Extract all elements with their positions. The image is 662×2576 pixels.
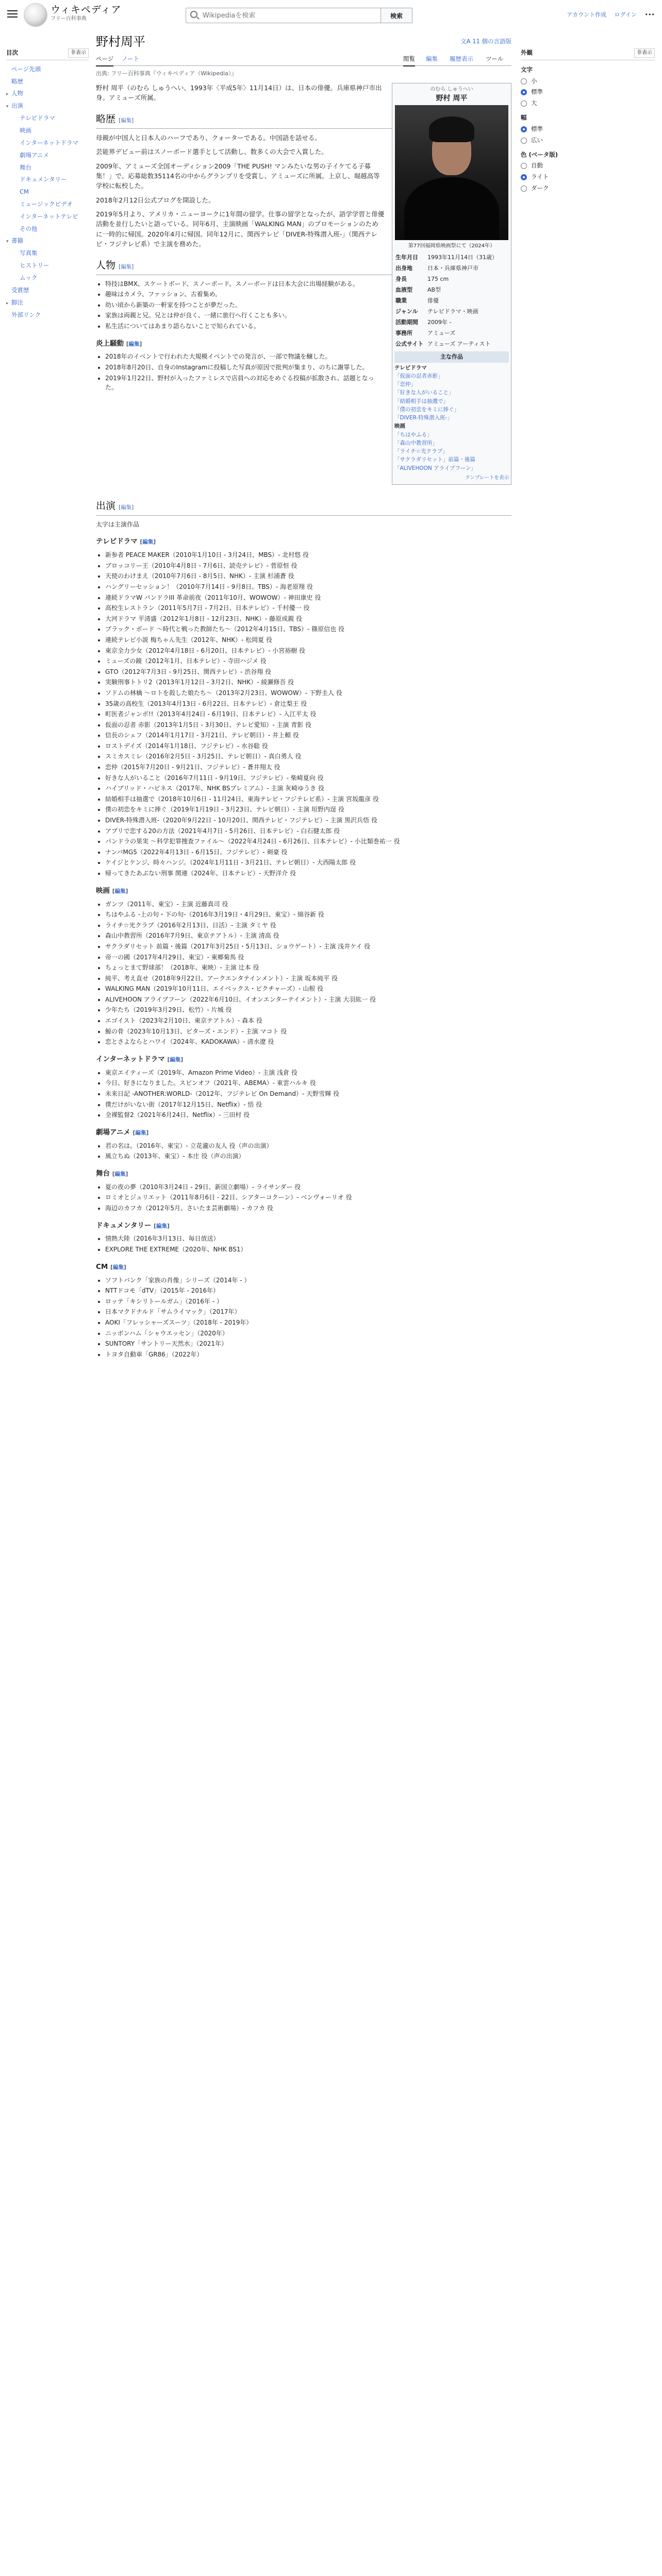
appearance-panel	[521, 48, 655, 195]
language-count: 11 個の言語版	[472, 38, 511, 45]
infobox-value: 俳優	[427, 297, 439, 304]
toc-item-label[interactable]: その他	[20, 225, 38, 232]
toc-item-label[interactable]: 受賞歴	[11, 286, 29, 294]
infobox-key: 生年月日	[395, 254, 418, 261]
list-item: • 家族は両親と兄。兄とは仲が良く、一緒に旅行へ行くことも多い。	[105, 311, 511, 320]
radio-icon[interactable]	[521, 163, 527, 169]
section-edit: [編集]	[119, 117, 134, 124]
edit-link[interactable]: 編集	[142, 539, 154, 546]
list-item: • 連続テレビ小説 梅ちゃん先生（2012年、NHK）- 松岡夏 役	[105, 635, 511, 645]
radio-icon[interactable]	[521, 126, 527, 132]
radio-icon[interactable]	[521, 89, 527, 95]
list-item: • ブロッコリー王（2010年4月8日 - 7月6日、読売テレビ）- 菅原恒 役	[105, 561, 511, 571]
list-item: • 新参者 PEACE MAKER（2010年1月10日 - 3月24日、MBS）- 北村悠 役	[105, 550, 511, 560]
toc-item-label[interactable]: インターネットドラマ	[20, 139, 78, 146]
toc-item-label[interactable]: 人物	[11, 90, 23, 97]
infobox-key: 身長	[395, 276, 407, 283]
section-anime-heading	[96, 1127, 511, 1138]
toc-item-label[interactable]: 書籍	[11, 237, 23, 245]
list-item: • スミカスミレ（2016年2月5日 - 3月25日、テレビ朝日）- 真白勇人 役	[105, 752, 511, 761]
section-anime-title: 劇場アニメ	[96, 1128, 130, 1137]
radio-icon[interactable]	[521, 174, 527, 180]
list-item: • 今日、好きになりました。スピンオフ（2021年、ABEMA）- 東雲ハルキ 役	[105, 1078, 511, 1088]
section-cm-heading	[96, 1262, 511, 1273]
intro-paragraph: 野村 周平（のむら しゅうへい、1993年〈平成5年〉11月14日）は、日本の俳優。兵庫県神戸市出身。アミューズ所属。	[96, 84, 382, 102]
toc-item-label[interactable]: ムック	[20, 274, 38, 281]
section-movie-title: 映画	[96, 886, 110, 895]
list-item: • 信長のシェフ（2014年1月17日 - 3月21日、テレビ朝日）- 井上頼 役	[105, 731, 511, 740]
infobox-table	[394, 252, 509, 349]
edit-link[interactable]: 編集	[114, 1171, 126, 1177]
list-item: • ロストデイズ（2014年1月18日、フジテレビ）- 水谷聡 役	[105, 741, 511, 751]
photo-caption: 第77回福岡県映画祭にて（2024年）	[408, 243, 495, 249]
wordmark[interactable]	[51, 4, 121, 23]
appearance-option-label: 広い	[531, 136, 543, 144]
list-item: • 連続ドラマW パンドラIII 革命前夜（2011年10月、WOWOW）- 神田康史 役	[105, 593, 511, 603]
list-item: • 純平、考え直せ（2018年9月22日、アークエンタテインメント）- 主演 坂本純平 役	[105, 974, 511, 984]
infobox-value: 175 cm	[427, 276, 449, 283]
list-item: • GTO（2012年7月3日 - 9月25日、関西テレビ）- 渋谷翔 役	[105, 667, 511, 677]
user-links	[560, 10, 655, 19]
list-item: • 実験刑事トトリ2（2013年1月12日 - 3月2日、NHK）- 綾瀬修吾 役	[105, 677, 511, 687]
appearance-option[interactable]	[521, 125, 655, 134]
infobox-row	[394, 295, 509, 306]
section-edit: [編集]	[126, 341, 142, 347]
toc-item-label[interactable]: ドキュメンタリー	[20, 176, 67, 183]
list-item: • DIVER-特殊潜入班-（2020年9月22日 - 10月20日、関西テレビ・フジテレビ）- 主演 黒沢兵悟 役	[105, 816, 511, 825]
toc-item-label[interactable]: 脚注	[11, 298, 23, 306]
section-doc-heading	[96, 1221, 511, 1231]
career-paragraph: 2009年、アミューズ全国オーディション2009「THE PUSH! マンみたいな男の子イケてる子募集！」で、応募総数35114名の中からグランプリを受賞し、アミューズに所属。上京し、堀越高等学校に転校した。	[96, 162, 380, 190]
toc-item[interactable]	[6, 309, 89, 321]
list-item: • 帝一の國（2017年4月29日、東宝）- 東郷菊馬 役	[105, 953, 511, 962]
translate-icon: 文A	[460, 38, 473, 45]
infobox-row	[394, 317, 509, 328]
toc-item-label[interactable]: 舞台	[20, 163, 31, 171]
section-stage-title: 舞台	[96, 1169, 110, 1178]
infobox-row	[394, 306, 509, 317]
page-title: 野村周平	[96, 35, 145, 49]
infobox-work[interactable]: 「恋仲」	[394, 381, 416, 388]
more-menu-icon[interactable]: •••	[644, 11, 655, 18]
tab-history[interactable]: 履歴表示	[450, 55, 473, 62]
toc-item-label[interactable]: 写真集	[20, 249, 38, 257]
section-edit: [編集]	[112, 1171, 128, 1177]
tab-edit[interactable]: 編集	[426, 55, 438, 62]
infobox-work[interactable]: 「仮面の忍者赤影」	[394, 372, 443, 379]
toc-hide-button[interactable]: 非表示	[68, 48, 89, 58]
edit-link[interactable]: 編集	[156, 1223, 167, 1229]
toc-item-label[interactable]: 劇場アニメ	[20, 151, 49, 159]
list-item: • 僕の初恋をキミに捧ぐ（2019年1月19日 - 3月23日、テレビ朝日）- 主演 垣野内逞 役	[105, 805, 511, 815]
list-item: • ハングリーセッション！（2010年7月14日 - 9月8日、TBS）- 海老原翔 役	[105, 582, 511, 592]
section-net-heading	[96, 1054, 511, 1065]
list-item: • 好きな人がいること（2016年7月11日 - 9月19日、フジテレビ）- 柴崎夏向 役	[105, 773, 511, 783]
list-item: • エゴイスト（2023年2月10日、東京テアトル）- 森本 役	[105, 1016, 511, 1026]
infobox-band: 主な作品	[394, 351, 509, 362]
appearance-option[interactable]	[521, 161, 655, 171]
cm-list	[96, 1276, 511, 1360]
appearance-group-title: 幅	[521, 114, 527, 122]
section-edit: [編集]	[167, 1056, 184, 1063]
toc-toggle-icon[interactable]: ▸	[6, 92, 9, 97]
infobox-value: アミューズ アーティスト	[427, 341, 491, 348]
list-item: • ニッポンハム「シャウエッセン」（2020年）	[105, 1329, 511, 1338]
search-button[interactable]: 検索	[380, 8, 412, 23]
list-item: • 鯨の骨（2023年10月13日、ビターズ・エンド）- 主演 マコト 役	[105, 1027, 511, 1037]
toc-item-label[interactable]: 外部リンク	[11, 311, 41, 318]
toc-item[interactable]	[6, 247, 89, 260]
list-item: • 全裸監督2（2021年6月24日、Netflix）- 三田村 役	[105, 1110, 511, 1120]
infobox-work[interactable]: 「ちはやふる」	[394, 431, 433, 438]
toc-item[interactable]	[6, 297, 89, 309]
list-item: • ブラック・ボード ～時代と戦った教師たち～（2012年4月15日、TBS）- 篠原信也 役	[105, 624, 511, 634]
list-item: • ALIVEHOON アライブフーン（2022年6月10日、イオンエンターテイメント）- 主演 大羽紘一 役	[105, 995, 511, 1005]
section-edit: [編集]	[112, 888, 128, 894]
list-item: • SUNTORY「サントリー天然水」（2021年）	[105, 1339, 511, 1349]
edit-link[interactable]: 編集	[121, 117, 132, 124]
infobox-key: 血液型	[395, 286, 412, 294]
tab-tools[interactable]: ツール	[486, 55, 504, 62]
list-item: • ソドムの林檎 ～ロトを殺した娘たち～（2013年2月23日、WOWOW）- 下野圭人 役	[105, 688, 511, 698]
appearance-group-title: 色 (ベータ版)	[521, 150, 558, 158]
tv-list	[96, 550, 511, 878]
section-works-heading	[96, 499, 511, 516]
search-icon	[190, 11, 197, 18]
list-item: • ライチ☆光クラブ（2016年2月13日、日活）- 主演 タミヤ 役	[105, 921, 511, 930]
search-input[interactable]	[202, 10, 367, 21]
appearance-option[interactable]	[521, 184, 655, 193]
photo-body-shape	[404, 177, 499, 240]
net-list	[96, 1068, 511, 1120]
section-edit: [編集]	[110, 1264, 126, 1270]
list-item: • 35歳の高校生（2013年4月13日 - 6月22日、日本テレビ）- 倉辻梨王 役	[105, 699, 511, 709]
toc-item[interactable]	[6, 149, 89, 162]
login-link[interactable]: ログイン	[614, 11, 637, 18]
page-tabs	[96, 53, 511, 66]
list-item: • ガンツ（2011年、東宝）- 主演 近藤真司 役	[105, 900, 511, 909]
infobox-value: アミューズ	[427, 330, 456, 337]
infobox-work[interactable]: 「サクラダリセット」前篇・後篇	[394, 456, 475, 463]
career-paragraph: 2019年5月より、アメリカ・ニューヨークに1年間の留学。仕事の留学となったが、語学学習と俳優活動を並行したいと語っている。同年6月、主演映画「WALKING MAN」のプロモーションのために一時的に帰国。2020年4月に帰国。同年12月に、関西テレビ「DIVER-特殊潜入班-」（関西テレビ・フジテレビ系）で主演を務めた。	[96, 210, 385, 248]
list-item: • 仮面の忍者 赤影（2013年1月5日 - 3月30日、テレビ愛知）- 主演 青影 役	[105, 720, 511, 730]
section-edit: [編集]	[119, 504, 134, 511]
appearance-option[interactable]	[521, 77, 655, 86]
toc-item[interactable]	[6, 211, 89, 223]
toc-toggle-icon[interactable]: ▾	[6, 104, 9, 110]
list-item: • 夏の夜の夢（2010年3月24日 - 29日、新国立劇場）- ライサンダー 役	[105, 1182, 511, 1192]
language-button[interactable]	[460, 37, 511, 46]
tab-read[interactable]: 閲覧	[403, 55, 415, 66]
toc-item[interactable]	[6, 63, 89, 76]
toc-item[interactable]	[6, 198, 89, 211]
list-item: • 結婚相手は抽選で（2018年10月6日 - 11月24日、東海テレビ・フジテレビ系）- 主演 宮坂龍彦 役	[105, 794, 511, 804]
list-item: • 2018年のイベントで行われた大規模イベントでの発言が、一部で物議を醸した。	[105, 352, 511, 362]
section-net-title: インターネットドラマ	[96, 1055, 165, 1063]
toc-item[interactable]	[6, 76, 89, 88]
appearance-group-title: 文字	[521, 65, 533, 73]
edit-link[interactable]: 編集	[135, 1129, 146, 1136]
toc-title: 目次	[6, 49, 18, 56]
appearance-option-label: 自動	[531, 162, 543, 170]
toc-header	[6, 48, 89, 60]
appearance-hide-button[interactable]: 非表示	[634, 48, 655, 58]
infobox-value: AB型	[427, 286, 441, 294]
section-press-title: 炎上騒動	[96, 339, 124, 348]
toc-toggle-icon[interactable]: ▾	[6, 239, 9, 245]
radio-icon[interactable]	[521, 78, 527, 84]
edit-link[interactable]: 編集	[121, 504, 132, 511]
list-item: • 日本マクドナルド「サムライマック」（2017年）	[105, 1307, 511, 1317]
section-doc-title: ドキュメンタリー	[96, 1221, 152, 1230]
section-tv-heading	[96, 536, 511, 547]
list-item: • 町医者ジャンボ!!（2013年4月24日 - 6月19日、日本テレビ）- 入江平太 役	[105, 709, 511, 719]
infobox-key: ジャンル	[395, 308, 418, 315]
wikipedia-globe-logo[interactable]	[24, 3, 47, 27]
list-item: • ミューズの鏡（2012年1月、日本テレビ）- 寺田ハジメ 役	[105, 656, 511, 666]
section-movie-heading	[96, 886, 511, 896]
infobox-work[interactable]: 「僕の初恋をキミに捧ぐ」	[394, 406, 459, 413]
appearance-option-label: 小	[531, 77, 537, 84]
list-item: • 東京全力少女（2012年4月18日 - 6月20日、日本テレビ）- 小宮裕樹 役	[105, 646, 511, 656]
section-edit: [編集]	[119, 263, 134, 270]
infobox-work[interactable]: 「DIVER-特殊潜入班-」	[394, 415, 453, 421]
create-account-link[interactable]: アカウント作成	[567, 11, 607, 18]
works-tv-title: テレビドラマ	[394, 364, 427, 371]
radio-icon[interactable]	[521, 138, 527, 144]
toc-item[interactable]	[6, 272, 89, 284]
list-item: • 少年たち（2019年3月29日、松竹）- 片城 役	[105, 1005, 511, 1015]
list-item: • ナンバMG5（2022年4月13日 - 6月15日、フジテレビ）- 剣豪 役	[105, 848, 511, 857]
appearance-title: 外観	[521, 49, 533, 56]
stage-list	[96, 1182, 511, 1213]
list-item: • 帰ってきたあぶない刑事 関連（2024年、日本テレビ）- 天野洋介 役	[105, 869, 511, 878]
infobox-value: テレビドラマ・映画	[427, 308, 478, 315]
infobox-work[interactable]: 「好きな人がいること」	[394, 389, 454, 396]
edit-link[interactable]: 編集	[170, 1056, 181, 1063]
appearance-option-label: ダーク	[531, 184, 549, 192]
list-item: • 天使のわけまえ（2010年7月6日 - 8月5日、NHK）- 主演 杉浦蒼 役	[105, 571, 511, 581]
doc-list	[96, 1234, 511, 1254]
list-item: • 情熱大陸（2016年3月13日、毎日放送）	[105, 1234, 511, 1244]
infobox-work[interactable]: 「ALIVEHOON アライブフーン」	[394, 465, 476, 471]
infobox-works-tv	[394, 364, 509, 472]
list-item: • 特技はBMX、スケートボード、スノーボード。スノーボードは日本大会に出場経験がある。	[105, 279, 511, 289]
infobox-value: 1993年11月14日（31歳）	[427, 254, 498, 261]
section-edit: [編集]	[140, 539, 156, 546]
toc-item-label[interactable]: ヒストリー	[20, 262, 49, 269]
appearance-groups	[521, 65, 655, 193]
section-stage-heading	[96, 1168, 511, 1179]
list-item: • EXPLORE THE EXTREME（2020年、NHK BS1）	[105, 1245, 511, 1255]
logo-title: ウィキペディア	[51, 4, 122, 15]
list-item: • 幼い頃から新築の一軒家を持つことが夢だった。	[105, 300, 511, 310]
tab-talk[interactable]: ノート	[122, 55, 140, 62]
infobox-key: 活動期間	[395, 319, 418, 326]
toc-item[interactable]	[6, 174, 89, 186]
movie-list	[96, 900, 511, 1047]
page-source-note: 出典: フリー百科事典『ウィキペディア（Wikipedia）』	[96, 70, 237, 77]
list-item: • トヨタ自動車「GR86」（2022年）	[105, 1350, 511, 1360]
toc-item[interactable]	[6, 125, 89, 137]
toc-item-label[interactable]: インターネットテレビ	[20, 212, 78, 220]
toc-item[interactable]	[6, 112, 89, 125]
list-item: • パンドラの果実 ～科学犯罪捜査ファイル～（2022年4月24日 - 6月26日、日本テレビ）- 小比類巻祐一 役	[105, 837, 511, 846]
infobox-row	[394, 252, 509, 263]
edit-link[interactable]: 編集	[121, 263, 132, 270]
section-person-title: 人物	[96, 259, 116, 271]
list-item: • 君の名は。（2016年、東宝）- 立花瀧の友人 役（声の出演）	[105, 1141, 511, 1151]
infobox-row	[394, 274, 509, 284]
toc-item-label[interactable]: ページ先頭	[11, 65, 41, 73]
list-item: • ロッテ「キシリトールガム」（2016年 - ）	[105, 1297, 511, 1307]
appearance-option[interactable]	[521, 173, 655, 182]
works-note: 太字は主演作品	[96, 520, 140, 528]
list-item: • サクラダリセット 前篇・後篇（2017年3月25日・5月13日、ショウゲート）- 主演 浅井ケイ 役	[105, 942, 511, 952]
anime-list	[96, 1141, 511, 1161]
infobox-name: 野村 周平	[436, 94, 468, 103]
infobox-row	[394, 338, 509, 349]
toc-item-label[interactable]: 映画	[20, 127, 31, 134]
list-item: • 未来日記 -ANOTHER:WORLD-（2012年、フジテレビ On Demand）- 天野雪輝 役	[105, 1089, 511, 1099]
toc-item[interactable]	[6, 100, 89, 112]
toc-item-label[interactable]: ミュージックビデオ	[20, 200, 73, 208]
list-item: • ハイブリッド・ハピネス（2017年、NHK BSプレミアム）- 主演 灰崎ゆうき 役	[105, 784, 511, 793]
toc-item-label[interactable]: 略歴	[11, 77, 23, 85]
infobox-value: 日本・兵庫県神戸市	[427, 265, 478, 272]
section-works-title: 出演	[96, 500, 116, 512]
appearance-option-label: 大	[531, 99, 537, 107]
radio-icon[interactable]	[521, 100, 527, 107]
tab-page[interactable]: ページ	[96, 55, 113, 66]
appearance-option-label: ライト	[531, 173, 549, 181]
career-paragraph: 2018年2月12日公式ブログを開設した。	[96, 196, 215, 204]
list-item: • WALKING MAN（2019年10月11日、エイベックス・ピクチャーズ）- 山根 役	[105, 984, 511, 994]
toc-item[interactable]	[6, 88, 89, 100]
list-item: • 趣味はカメラ、ファッション、古着集め。	[105, 290, 511, 299]
list-item: • 僕だけがいない街（2017年12月15日、Netflix）- 悟 役	[105, 1100, 511, 1110]
appearance-option-label: 標準	[531, 125, 543, 132]
toc-item[interactable]	[6, 137, 89, 149]
list-item: • 2018年8月20日、自身のInstagramに投稿した写真が原因で批判が集まり、のちに謝罪した。	[105, 363, 511, 372]
infobox-row	[394, 328, 509, 338]
edit-link[interactable]: 編集	[112, 1264, 124, 1270]
toc-item-label[interactable]: CM	[20, 188, 29, 196]
infobox-row	[394, 284, 509, 295]
list-item: • 恋仲（2015年7月20日 - 9月21日、フジテレビ）- 蒼井翔太 役	[105, 762, 511, 772]
list-item: • 私生活についてはあまり語らないことで知られている。	[105, 321, 511, 331]
photo-hair-shape	[429, 116, 474, 142]
toc-item[interactable]	[6, 235, 89, 247]
edit-link[interactable]: 編集	[128, 341, 140, 347]
list-item: • ロミオとジュリエット（2011年8月6日 - 22日、シアターコクーン）- ベンヴォーリオ 役	[105, 1193, 511, 1202]
main-content	[96, 33, 511, 1363]
table-of-contents	[6, 48, 89, 321]
appearance-option[interactable]	[521, 88, 655, 97]
list-item: • アプリで恋する20の方法（2021年4月7日 - 5月26日、日本テレビ）- 白石健太郎 役	[105, 826, 511, 836]
template-link[interactable]: テンプレートを表示	[465, 474, 509, 481]
search-box	[186, 8, 412, 23]
toc-toggle-icon[interactable]: ▸	[6, 300, 9, 306]
list-item: • ケイジとケンジ、時々ハンジ。（2024年1月11日 - 3月21日、テレビ朝日）- 大西陽太郎 役	[105, 858, 511, 868]
toc-item[interactable]	[6, 260, 89, 272]
list-item: • 大河ドラマ 平清盛（2012年1月8日 - 12月23日、NHK）- 藤原成親 役	[105, 614, 511, 624]
list-item: • 風立ちぬ（2013年、東宝）- 本庄 役（声の出演）	[105, 1151, 511, 1161]
section-edit: [編集]	[154, 1223, 170, 1229]
list-item: • ソフトバンク「家族の肖像」シリーズ（2014年 - ）	[105, 1276, 511, 1285]
radio-icon[interactable]	[521, 185, 527, 192]
toc-item[interactable]	[6, 186, 89, 198]
infobox	[392, 83, 511, 485]
list-item: • 森山中教習所（2016年7月9日、東京テアトル）- 主演 清高 役	[105, 931, 511, 941]
list-item: • ちはやふる -上の句・下の句-（2016年3月19日・4月29日、東宝）- 綿谷新 役	[105, 910, 511, 920]
infobox-kana: のむら しゅうへい	[430, 87, 473, 93]
list-item: • AOKI「フレッシャーズスーツ」（2018年 - 2019年）	[105, 1318, 511, 1328]
appearance-option-label: 標準	[531, 88, 543, 96]
toc-item-label[interactable]: 出演	[11, 102, 23, 110]
logo-subtitle: フリー百科事典	[51, 16, 87, 22]
career-paragraph: 芸能界デビュー前はスノーボード選手として活動し、数多くの大会で入賞した。	[96, 148, 328, 156]
appearance-option[interactable]	[521, 99, 655, 108]
infobox-key: 公式サイト	[395, 341, 424, 348]
list-item: • 高校生レストラン（2011年5月7日 - 7月2日、日本テレビ）- 千村優一 役	[105, 603, 511, 613]
toc-item-label[interactable]: テレビドラマ	[20, 114, 55, 122]
appearance-header	[521, 48, 655, 60]
toc-list	[6, 63, 89, 321]
section-tv-title: テレビドラマ	[96, 537, 138, 546]
list-item: • ちょっとまて野球部！（2018年、東映）- 主演 辻本 役	[105, 963, 511, 973]
section-career-title: 略歴	[96, 113, 116, 125]
site-header	[0, 0, 662, 30]
infobox-row	[394, 263, 509, 274]
appearance-option[interactable]	[521, 136, 655, 145]
infobox-key: 事務所	[395, 330, 412, 337]
toc-item[interactable]	[6, 223, 89, 235]
works-movie-title: 映画	[394, 423, 405, 430]
career-paragraph: 母親が中国人と日本人のハーフであり、クォーターである。中国語を話せる。	[96, 133, 321, 142]
list-item: • 恋とさよならとハワイ（2024年、KADOKAWA）- 清水遼 役	[105, 1037, 511, 1047]
section-cm-title: CM	[96, 1262, 108, 1271]
infobox-value: 2009年 -	[427, 319, 452, 326]
edit-link[interactable]: 編集	[114, 888, 126, 894]
section-edit: [編集]	[133, 1129, 149, 1136]
portrait-photo[interactable]	[395, 105, 508, 240]
infobox-work[interactable]: 「森山中教習所」	[394, 439, 438, 446]
toc-item[interactable]	[6, 284, 89, 297]
list-item: • 2019年1月22日、野村が入ったファミレスで店員への対応をめぐる投稿が拡散され、話題となった。	[105, 374, 511, 393]
list-item: • NTTドコモ「dTV」（2015年 - 2016年）	[105, 1286, 511, 1296]
main-menu-button[interactable]	[6, 8, 19, 21]
list-item: • 海辺のカフカ（2012年5月、さいたま芸術劇場）- カフカ 役	[105, 1204, 511, 1213]
toc-item[interactable]	[6, 162, 89, 174]
list-item: • 東京エイティーズ（2019年、Amazon Prime Video）- 主演 浅倉 役	[105, 1068, 511, 1078]
infobox-work[interactable]: 「結婚相手は抽選で」	[394, 398, 449, 404]
infobox-key: 職業	[395, 297, 407, 304]
infobox-work[interactable]: 「ライチ☆光クラブ」	[394, 448, 448, 455]
infobox-key: 出身地	[395, 265, 412, 272]
